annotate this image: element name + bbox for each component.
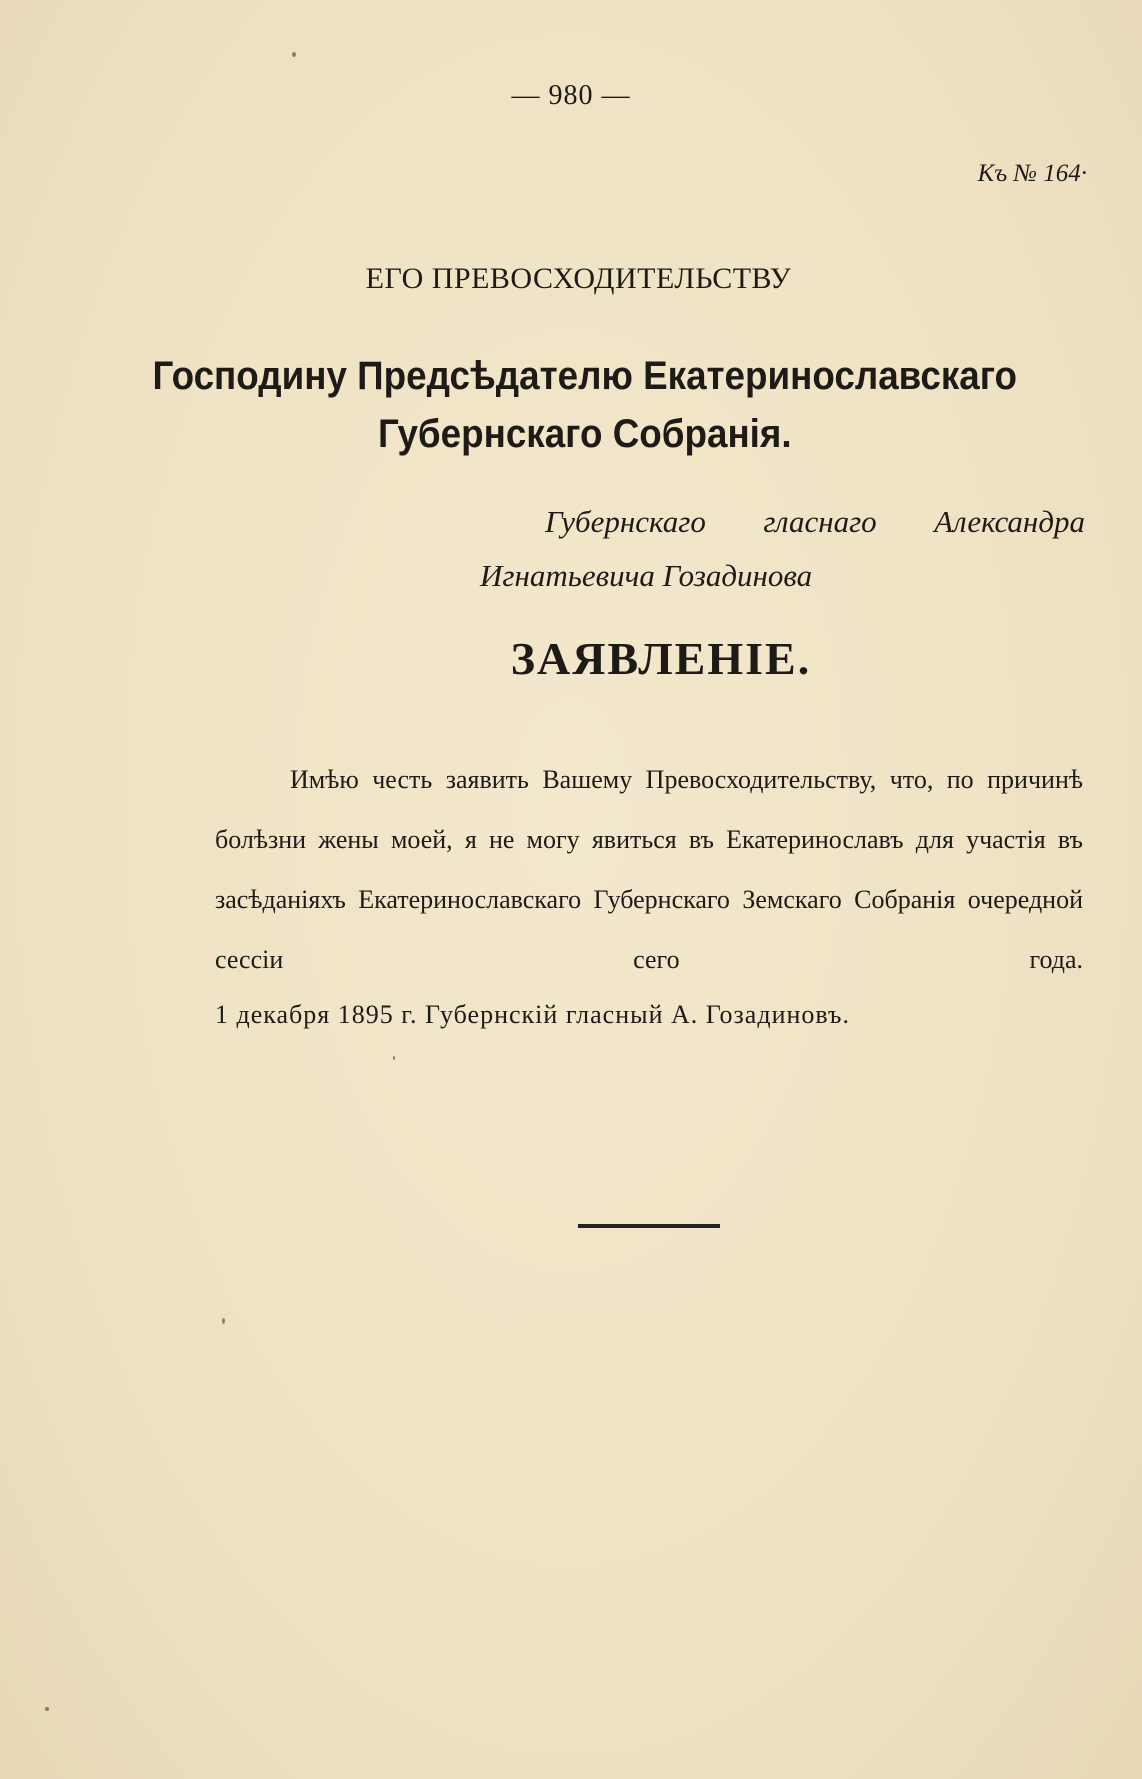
addressee-title: Господину Предсѣдателю Екатеринославскаго <box>152 354 1018 398</box>
signature-line: 1 декабря 1895 г. Губернскій гласный А. Гозадиновъ. <box>215 1000 850 1029</box>
reference-number: Къ № 164· <box>977 160 1087 187</box>
sender-block <box>215 495 1085 603</box>
statement-paragraph: Имѣю честь заявить Вашему Превосходительству, что, по причинѣ болѣзни жены моей, я не могу явиться въ Екатеринославъ для участія въ засѣданіяхъ Екатеринославскаго Губернскаго Земскаго Собранія очередной сессіи сего года. <box>215 765 1083 974</box>
sender-line-1 <box>215 495 1085 549</box>
sender-word: Александра <box>934 504 1085 539</box>
sender-word: гласнаго <box>763 504 877 539</box>
addressee-block <box>46 347 1097 463</box>
paper-speck <box>292 52 296 57</box>
paper-speck <box>393 1056 395 1060</box>
statement-body <box>215 750 1083 990</box>
addressee-honorific: ЕГО ПРЕВОСХОДИТЕЛЬСТВУ <box>365 262 792 295</box>
document-title: ЗАЯВЛЕНІЕ. <box>510 633 812 684</box>
sender-line-2: Игнатьевича Гозадинова <box>480 558 813 593</box>
closing-rule <box>578 1224 720 1228</box>
addressee-assembly: Губернскаго Собранія. <box>377 412 792 456</box>
sender-word: Губернскаго <box>545 504 706 539</box>
paper-speck <box>222 1318 225 1324</box>
page-number: — 980 — <box>511 80 631 111</box>
paper-speck <box>45 1707 49 1711</box>
